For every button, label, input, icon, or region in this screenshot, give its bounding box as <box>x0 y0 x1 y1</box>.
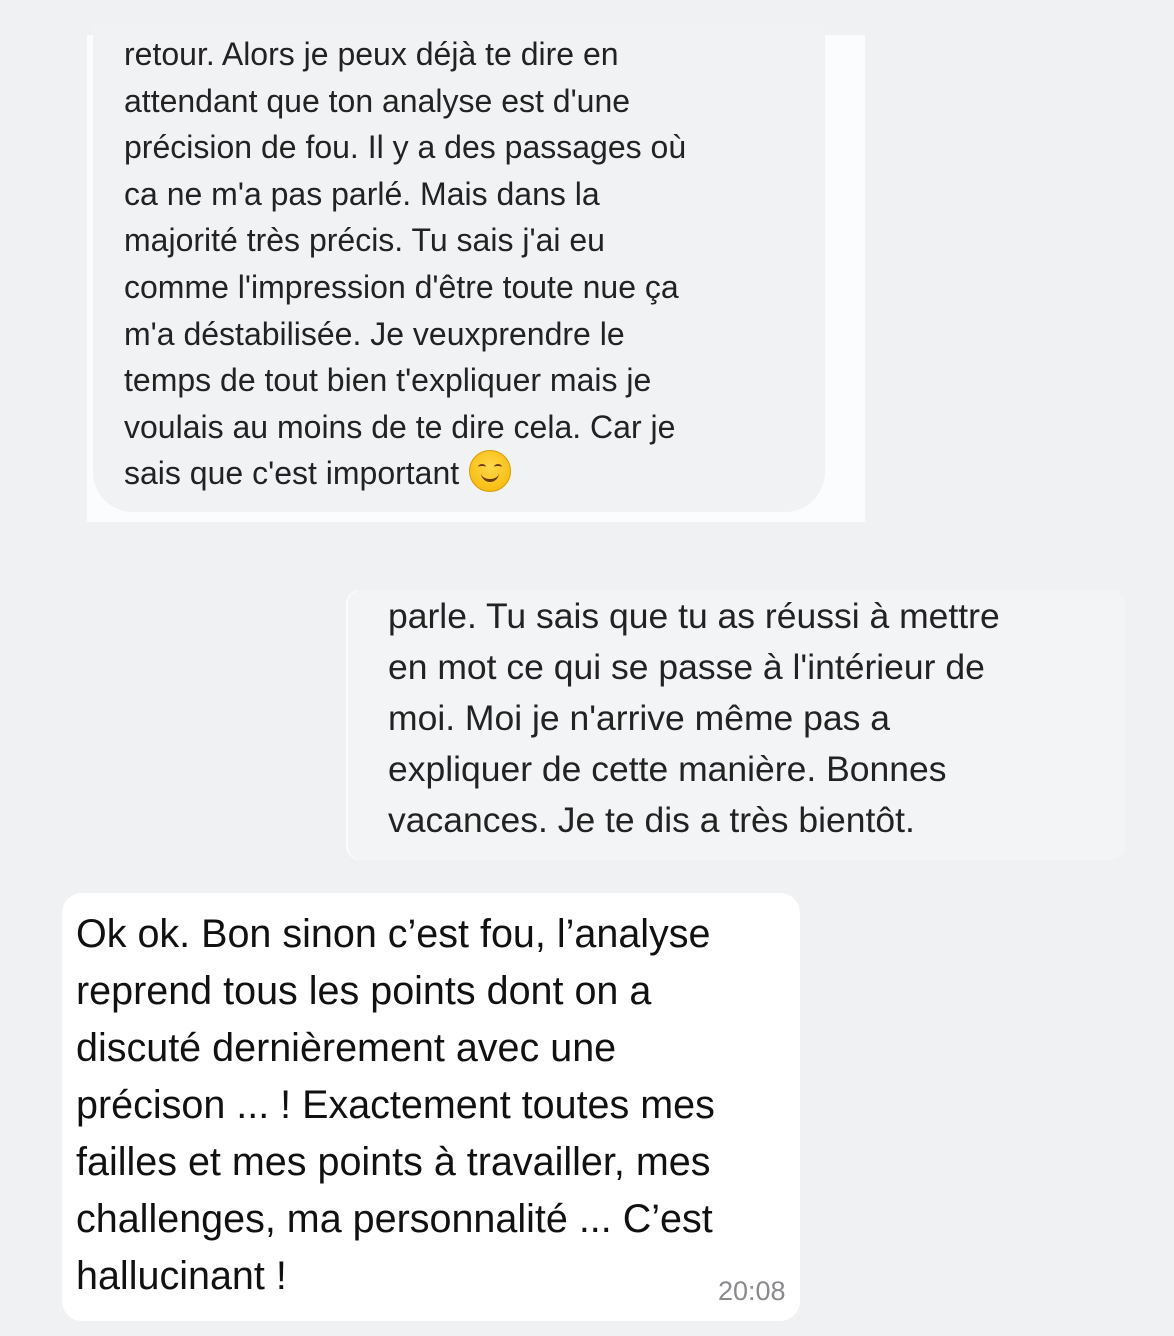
text-line: discuté dernièrement avec une <box>76 1026 617 1070</box>
text-line: retour. Alors je peux déjà te dire en <box>124 36 619 72</box>
message-text-2 <box>388 591 1000 846</box>
text-line: hallucinant ! <box>76 1254 287 1298</box>
text-line: ca ne m'a pas parlé. Mais dans la <box>124 175 600 212</box>
text-line: temps de tout bien t'expliquer mais je <box>124 362 652 399</box>
text-line: vacances. Je te dis a très bientôt. <box>388 800 915 840</box>
text-line: moi. Moi je n'arrive même pas a <box>388 698 890 738</box>
text-line: failles et mes points à travailler, mes <box>76 1140 711 1184</box>
text-line: challenges, ma personnalité ... C’est <box>76 1197 713 1241</box>
text-line: expliquer de cette manière. Bonnes <box>388 749 947 789</box>
text-line: en mot ce qui se passe à l'intérieur de <box>388 647 985 687</box>
message-text-3 <box>76 906 715 1305</box>
text-line: précison ... ! Exactement toutes mes <box>76 1083 715 1127</box>
text-line: sais que c'est important <box>124 455 460 492</box>
text-line: majorité très précis. Tu sais j'ai eu <box>124 222 605 259</box>
text-line: voulais au moins de te dire cela. Car je <box>124 408 676 445</box>
text-line: parle. Tu sais que tu as réussi à mettre <box>388 596 1000 636</box>
text-line: précision de fou. Il y a des passages où <box>124 129 687 166</box>
text-line: comme l'impression d'être toute nue ça <box>124 268 679 305</box>
text-line: Ok ok. Bon sinon c’est fou, l’analyse <box>76 912 711 956</box>
text-line: m'a déstabilisée. Je veuxprendre le <box>124 315 625 352</box>
message-text-1 <box>124 31 686 497</box>
text-line-last <box>124 450 686 497</box>
smiling-face-icon <box>469 450 511 492</box>
text-line: reprend tous les points dont on a <box>76 969 652 1013</box>
text-line: attendant que ton analyse est d'une <box>124 82 631 119</box>
message-timestamp: 20:08 <box>718 1276 786 1306</box>
